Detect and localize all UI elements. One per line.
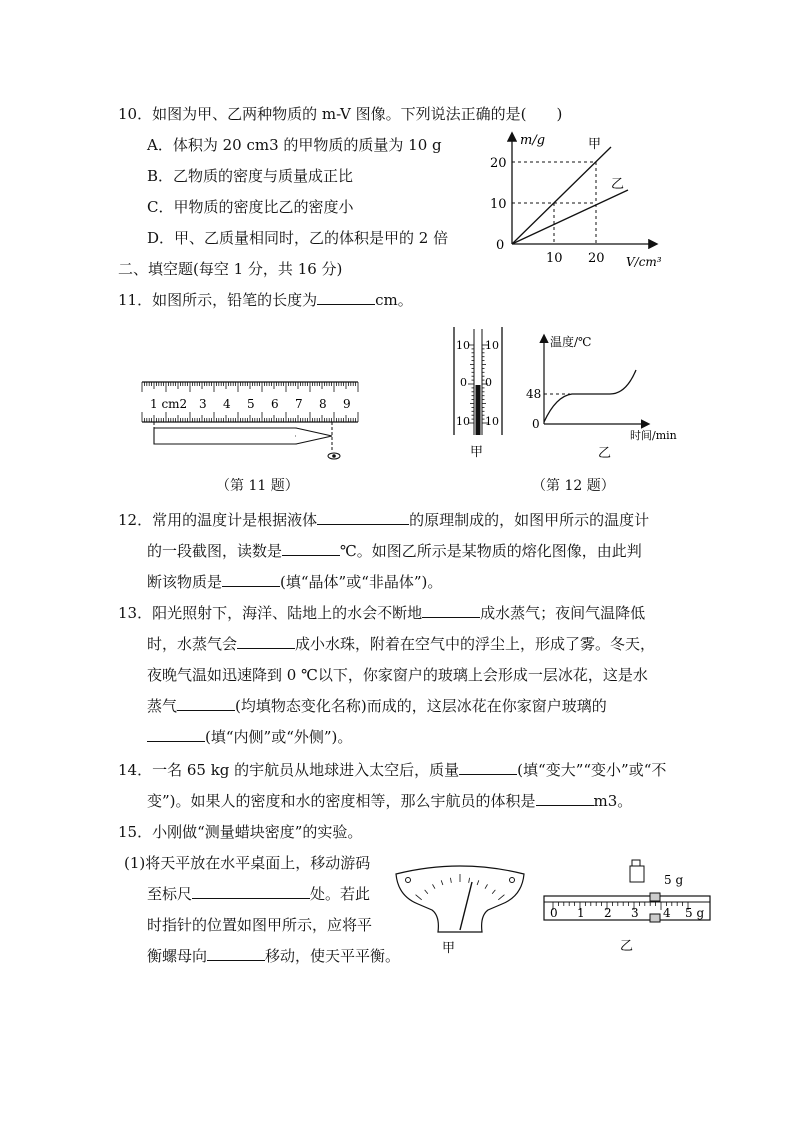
q12-line-3: [147, 571, 442, 592]
q15-scale-label-4: 4: [663, 906, 671, 920]
q15-p3: 时指针的位置如图甲所示，应将平: [147, 916, 373, 934]
q13-line-3: 夜晚气温如迅速降到 0 ℃以下，你家窗户的玻璃上会形成一层冰花，这是水: [147, 666, 648, 684]
q15-rider: [650, 893, 660, 901]
q10-y-tick-10: 10: [490, 197, 507, 212]
q15-blank-1[interactable]: [192, 884, 310, 899]
q14-blank-1[interactable]: [459, 760, 517, 775]
q11-line: [118, 289, 413, 310]
q15-text-2a: 至标尺: [147, 885, 193, 903]
q11-answer-blank[interactable]: [317, 290, 375, 305]
q15-line-4: [147, 945, 400, 966]
q11-caption: （第 11 题）: [216, 478, 299, 494]
q12-thermo-label-0: 0: [460, 376, 467, 389]
q10-y-label: m/g: [520, 133, 546, 148]
q15-line-2: [147, 883, 370, 904]
q11-ruler-label-3: 3: [199, 397, 207, 411]
q14-line-1: [118, 759, 666, 780]
q13-blank-3[interactable]: [177, 696, 235, 711]
q10-x-label: V/cm³: [626, 255, 662, 269]
q12-text-3a: 断该物质是: [147, 573, 223, 591]
q15-text-4b: 移动，使天平平衡。: [265, 947, 401, 965]
q15-scale-label-0: 0: [550, 906, 558, 920]
q12-graph-x-label: 时间/min: [630, 429, 677, 442]
q13-line-5: [147, 726, 352, 747]
q12-text-3b: (填“晶体”或“非晶体”)。: [280, 573, 443, 591]
q11-pencil-tip: [296, 428, 332, 444]
q10-option-a: A．体积为 20 cm3 的甲物质的质量为 10 g: [147, 136, 442, 154]
q13-blank-1[interactable]: [422, 603, 480, 618]
q12-text-1a: 12．常用的温度计是根据液体: [118, 511, 318, 529]
q15-fig-jia: 甲: [442, 941, 456, 956]
q13-text-1b: 成水蒸气；夜间气温降低: [480, 604, 646, 622]
q13-text-1a: 13．阳光照射下，海洋、陆地上的水会不断地: [118, 604, 423, 622]
q12-graph-origin: 0: [532, 417, 540, 431]
section-2-title: 二、填空题(每空 1 分，共 16 分): [118, 260, 343, 278]
q14-blank-2[interactable]: [536, 791, 594, 806]
q15-weight-label: 5 g: [664, 873, 684, 887]
q15-blank-2[interactable]: [207, 946, 265, 961]
q15-text-4a: 衡螺母向: [147, 947, 208, 965]
q11-ruler-label-7: 7: [295, 397, 303, 411]
q11-ruler-label-4: 4: [223, 397, 231, 411]
q10-label-jia: 甲: [588, 137, 602, 152]
q13-blank-4[interactable]: [147, 727, 205, 742]
q13-text-5b: (填“内侧”或“外侧”)。: [205, 728, 353, 746]
q12-thermo-label-10-top-right: 10: [485, 339, 499, 352]
q15-text-2b: 处。若此: [310, 885, 371, 903]
q11-ruler-label-5: 5: [247, 397, 255, 411]
q13-text-2b: 成小水珠，附着在空气中的浮尘上，形成了雾。冬天，: [295, 635, 656, 653]
q12-blank-1[interactable]: [317, 510, 409, 525]
q11-post: cm。: [375, 291, 413, 309]
q10-line-yi: [512, 190, 628, 244]
q10-stem: 10．如图为甲、乙两种物质的 m-V 图像。下列说法正确的是( ): [118, 105, 563, 123]
q15-fig-yi: 乙: [620, 939, 634, 954]
q13-line-1: [118, 602, 645, 623]
q11-ruler-figure: [136, 372, 366, 464]
q12-graph-y-label: 温度/℃: [550, 335, 592, 349]
q14-text-1a: 14．一名 65 kg 的宇航员从地球进入太空后，质量: [118, 761, 460, 779]
q15-scale-label-1: 1: [577, 906, 585, 920]
q13-line-2: [147, 633, 655, 654]
q10-label-yi: 乙: [611, 177, 625, 192]
q12-text-2b: ℃。如图乙所示是某物质的熔化图像，由此判: [340, 542, 642, 560]
q12-thermo-caption: 甲: [470, 445, 484, 460]
q13-line-4: [147, 695, 607, 716]
q14-text-2b: m3。: [593, 792, 633, 810]
q13-text-4b: (均填物态变化名称)而成的，这层冰花在你家窗户玻璃的: [235, 697, 607, 715]
q12-text-2a: 的一段截图，读数是: [147, 542, 283, 560]
q13-blank-2[interactable]: [237, 634, 295, 649]
q15-p1: (1)将天平放在水平桌面上，移动游码: [124, 854, 371, 872]
q12-graph-caption: 乙: [598, 446, 612, 461]
q12-caption: （第 12 题）: [532, 478, 615, 494]
q12-thermo-label-10-bottom: 10: [456, 415, 470, 428]
q12-thermometer: [448, 325, 508, 463]
q11-ruler-label-8: 8: [319, 397, 327, 411]
q12-text-1b: 的原理制成的，如图甲所示的温度计: [409, 511, 650, 529]
q15-stem: 15．小刚做“测量蜡块密度”的实验。: [118, 823, 363, 841]
q11-ruler-label-6: 6: [271, 397, 279, 411]
q15-scale-label-5: 5 g: [685, 906, 705, 920]
q10-option-d: D．甲、乙质量相同时，乙的体积是甲的 2 倍: [147, 229, 449, 247]
q10-x-tick-20: 20: [588, 251, 605, 266]
q12-melting-graph: [526, 330, 686, 462]
q15-scale-label-3: 3: [631, 906, 639, 920]
q11-pencil-body: [154, 428, 299, 444]
q10-origin: 0: [496, 238, 505, 253]
q15-scale-label-2: 2: [604, 906, 612, 920]
q12-thermo-label-10-bottom-right: 10: [485, 415, 499, 428]
q12-melting-curve: [544, 370, 636, 422]
q10-y-tick-20: 20: [490, 156, 507, 171]
q12-blank-2[interactable]: [282, 541, 340, 556]
q13-text-2a: 时，水蒸气会: [147, 635, 238, 653]
q14-line-2: [147, 790, 632, 811]
q11-pre: 11．如图所示，铅笔的长度为: [118, 291, 318, 309]
q13-text-4a: 蒸气: [147, 697, 178, 715]
q10-mv-graph: [466, 126, 676, 274]
q12-thermo-label-0-right: 0: [485, 376, 492, 389]
q15-rider-scale: [540, 856, 716, 956]
q15-balance-pointer: [390, 860, 530, 960]
q12-thermo-label-10-top: 10: [456, 339, 470, 352]
q11-ruler-label-9: 9: [343, 397, 351, 411]
q10-x-tick-10: 10: [546, 251, 563, 266]
q10-option-b: B．乙物质的密度与质量成正比: [147, 167, 354, 185]
q12-line-1: [118, 509, 649, 530]
q14-text-1b: (填“变大”“变小”或“不: [517, 761, 667, 779]
q12-graph-value: 48: [526, 387, 542, 401]
q12-blank-3[interactable]: [222, 572, 280, 587]
q11-ruler-label-1: 1 cm2: [150, 397, 188, 411]
q12-line-2: [147, 540, 642, 561]
q15-weight-icon: [630, 866, 644, 882]
q14-text-2a: 变”)。如果人的密度和水的密度相等，那么宇航员的体积是: [147, 792, 536, 810]
q10-option-c: C．甲物质的密度比乙的密度小: [147, 198, 354, 216]
q12-mercury-column: [476, 385, 481, 435]
